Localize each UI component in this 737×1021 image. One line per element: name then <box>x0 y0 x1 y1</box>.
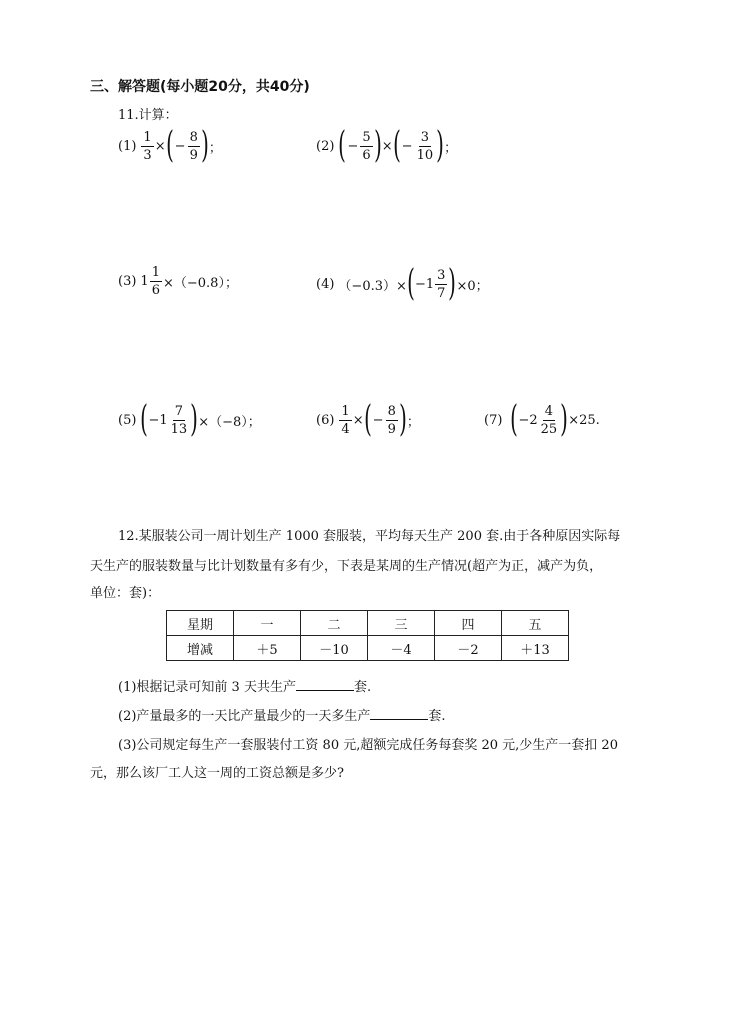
right-paren: ) <box>436 125 444 166</box>
q12-intro-line1: 12.某服装公司一周计划生产 1000 套服装，平均每天生产 200 套.由于各种原因实际每 <box>118 529 621 544</box>
semicolon: ； <box>406 414 420 430</box>
table-header-row <box>167 611 569 636</box>
left-paren: ( <box>165 125 174 166</box>
minus-sign: − <box>372 412 384 428</box>
table-cell: －4 <box>368 636 435 661</box>
right-paren: ) <box>560 399 569 440</box>
problem-number: (2) <box>316 138 335 154</box>
semicolon: ； <box>208 140 222 156</box>
table-header: 二 <box>301 611 368 636</box>
mixed-number: −2 $\frac{4}{25}$ <box>518 403 558 437</box>
table-header: 星期 <box>167 611 234 636</box>
left-paren: ( <box>407 263 415 304</box>
table-cell: －2 <box>435 636 502 661</box>
fraction: $\frac{8}{9}$ <box>189 129 198 163</box>
right-paren: ) <box>399 399 407 440</box>
problem-number: (3) <box>118 274 137 289</box>
expression-post: ×0； <box>456 278 489 294</box>
left-paren: ( <box>392 125 401 166</box>
minus-sign: − <box>174 138 186 154</box>
problem-5 <box>118 399 261 440</box>
q12-sub3-line2: 元，那么该厂工人这一周的工资总额是多少? <box>90 766 344 781</box>
mixed-number: 1 $\frac{1}{6}$ <box>140 265 160 298</box>
sub1-text: (1)根据记录可知前 3 天共生产 <box>118 680 296 695</box>
q12-sub1 <box>118 674 371 702</box>
mixed-number: −1 $\frac{3}{7}$ <box>414 267 446 301</box>
section-title: 三、解答题(每小题20分，共40分) <box>90 79 310 95</box>
q12-sub3-line1: (3)公司规定每生产一套服装付工资 80 元,超额完成任务每套奖 20 元,少生产一套扣 20 <box>118 738 618 753</box>
right-paren: ) <box>190 399 199 440</box>
times-sign: × <box>381 138 393 154</box>
problem-2 <box>316 125 458 166</box>
table-header: 三 <box>368 611 435 636</box>
right-paren: ) <box>448 263 457 304</box>
minus-sign: − <box>347 138 359 154</box>
problem-6 <box>316 399 420 440</box>
problem-number: (4) <box>316 276 335 292</box>
expression-pre: （−0.3）× <box>338 278 407 294</box>
table-row <box>167 636 569 661</box>
q11-label: 11.计算： <box>118 108 178 123</box>
answer-blank[interactable] <box>296 678 354 691</box>
times-sign: × <box>352 412 364 428</box>
q12-sub2 <box>118 703 446 731</box>
problem-1 <box>118 125 222 166</box>
left-paren: ( <box>338 125 347 166</box>
left-paren: ( <box>363 399 372 440</box>
fraction: $\frac{1}{3}$ <box>143 129 152 163</box>
answer-blank[interactable] <box>370 707 428 720</box>
problem-number: (5) <box>118 412 137 428</box>
sub2-text: (2)产量最多的一天比产量最少的一天多生产 <box>118 709 371 724</box>
sub2-unit: 套. <box>428 709 446 724</box>
table-header: 五 <box>502 611 569 636</box>
fraction: $\frac{8}{9}$ <box>387 403 396 437</box>
table-header: 一 <box>234 611 301 636</box>
expression-rest: ×（−0.8）； <box>162 276 238 291</box>
problem-number: (7) <box>484 412 503 428</box>
q12-intro-line3: 单位：套)： <box>90 586 161 601</box>
problem-number: (6) <box>316 412 335 428</box>
sub1-unit: 套. <box>353 680 372 695</box>
fraction: $\frac{1}{4}$ <box>341 403 350 437</box>
times-sign: × <box>154 138 166 154</box>
problem-3 <box>118 266 238 297</box>
right-paren: ) <box>201 125 209 166</box>
minus-sign: − <box>401 138 413 154</box>
q12-intro-line2: 天生产的服装数量与比计划数量有多有少，下表是某周的生产情况(超产为正，减产为负， <box>90 559 603 574</box>
fraction: $\frac{3}{10}$ <box>416 129 434 163</box>
expression-post: ×（−8）； <box>198 414 261 430</box>
fraction: $\frac{5}{6}$ <box>362 129 371 163</box>
left-paren: ( <box>140 399 149 440</box>
problem-4 <box>316 263 489 304</box>
table-cell: 增减 <box>167 636 234 661</box>
problem-7 <box>484 399 600 440</box>
table-cell: ＋5 <box>234 636 301 661</box>
left-paren: ( <box>510 399 519 440</box>
mixed-number: −1 $\frac{7}{13}$ <box>148 403 188 437</box>
right-paren: ) <box>373 125 382 166</box>
table-cell: ＋13 <box>502 636 569 661</box>
table-header: 四 <box>435 611 502 636</box>
expression-post: ×25. <box>568 412 600 428</box>
semicolon: ； <box>444 140 458 156</box>
problem-number: (1) <box>118 138 137 154</box>
table-cell: －10 <box>301 636 368 661</box>
production-table <box>166 610 569 661</box>
